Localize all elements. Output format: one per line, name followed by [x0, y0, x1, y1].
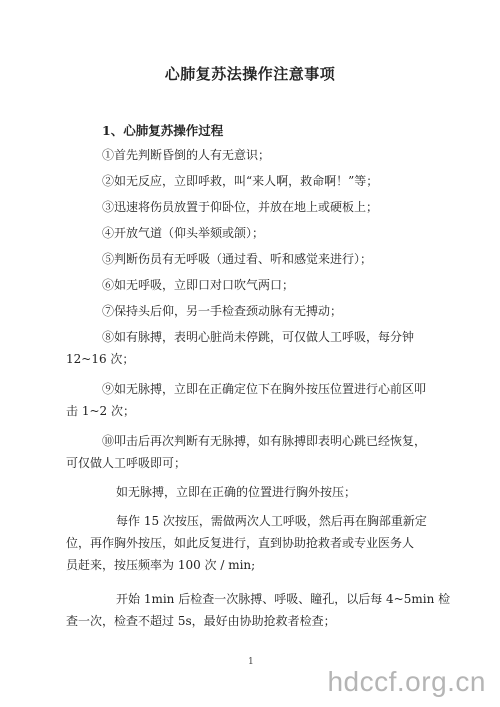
paragraph-line: 开始 1min 后检查一次脉搏、呼吸、瞳孔，以后每 4~5min 检 — [116, 592, 451, 606]
step-item-7 — [102, 302, 442, 319]
step-text: ⑤判断伤员有无呼吸（通过看、听和感觉来进行）； — [102, 252, 373, 266]
step-item-2 — [102, 172, 442, 189]
step-continuation: 击 1~2 次； — [66, 404, 135, 418]
paragraph-3 — [66, 588, 451, 632]
document-title: 心肺复苏法操作注意事项 — [164, 65, 336, 83]
step-text: ⑥如无呼吸，立即口对口吹气两口； — [102, 278, 295, 292]
paragraph-line: 位，再作胸外按压，如此反复进行，直到协助抢救者或专业医务人 — [66, 536, 415, 550]
step-continuation: 可仅做人工呼吸即可； — [66, 456, 187, 470]
page-number: 1 — [248, 657, 254, 667]
step-item-6 — [102, 276, 442, 293]
step-text: ②如无反应，立即呼救，叫“来人啊，救命啊！”等； — [102, 174, 379, 188]
step-item-1 — [102, 146, 442, 163]
watermark: hdccf.org.cn — [327, 666, 486, 697]
step-continuation: 12~16 次； — [66, 352, 135, 366]
step-item-8 — [66, 328, 442, 366]
step-item-3 — [102, 198, 442, 215]
step-item-10 — [66, 432, 442, 470]
paragraph-line: 如无脉搏，立即在正确的位置进行胸外按压； — [116, 485, 357, 499]
step-text: ③迅速将伤员放置于仰卧位，并放在地上或硬板上； — [102, 200, 379, 214]
step-item-9 — [66, 380, 442, 418]
step-text: ⑦保持头后仰，另一手检查颈动脉有无搏动； — [102, 304, 343, 318]
section-heading: 1、心肺复苏操作过程 — [102, 123, 224, 138]
paragraph-line: 每作 15 次按压，需做两次人工呼吸，然后再在胸部重新定 — [116, 514, 427, 528]
paragraph-1 — [66, 481, 444, 503]
step-item-4 — [102, 224, 442, 241]
step-text: ⑩叩击后再次判断有无脉搏，如有脉搏即表明心跳已经恢复， — [102, 434, 427, 448]
step-text: ④开放气道（仰头举颏或颌）； — [102, 226, 265, 240]
paragraph-2 — [66, 510, 444, 576]
paragraph-line: 查一次，检查不超过 5s，最好由协助抢救者检查； — [66, 614, 336, 628]
step-text: ⑧如有脉搏，表明心脏尚未停跳，可仅做人工呼吸，每分钟 — [102, 330, 415, 344]
step-text: ⑨如无脉搏，立即在正确定位下在胸外按压位置进行心前区叩 — [102, 382, 427, 396]
step-item-5 — [102, 250, 442, 267]
step-text: ①首先判断昏倒的人有无意识； — [102, 148, 271, 162]
paragraph-line: 员赶来，按压频率为 100 次 / min; — [66, 558, 256, 572]
